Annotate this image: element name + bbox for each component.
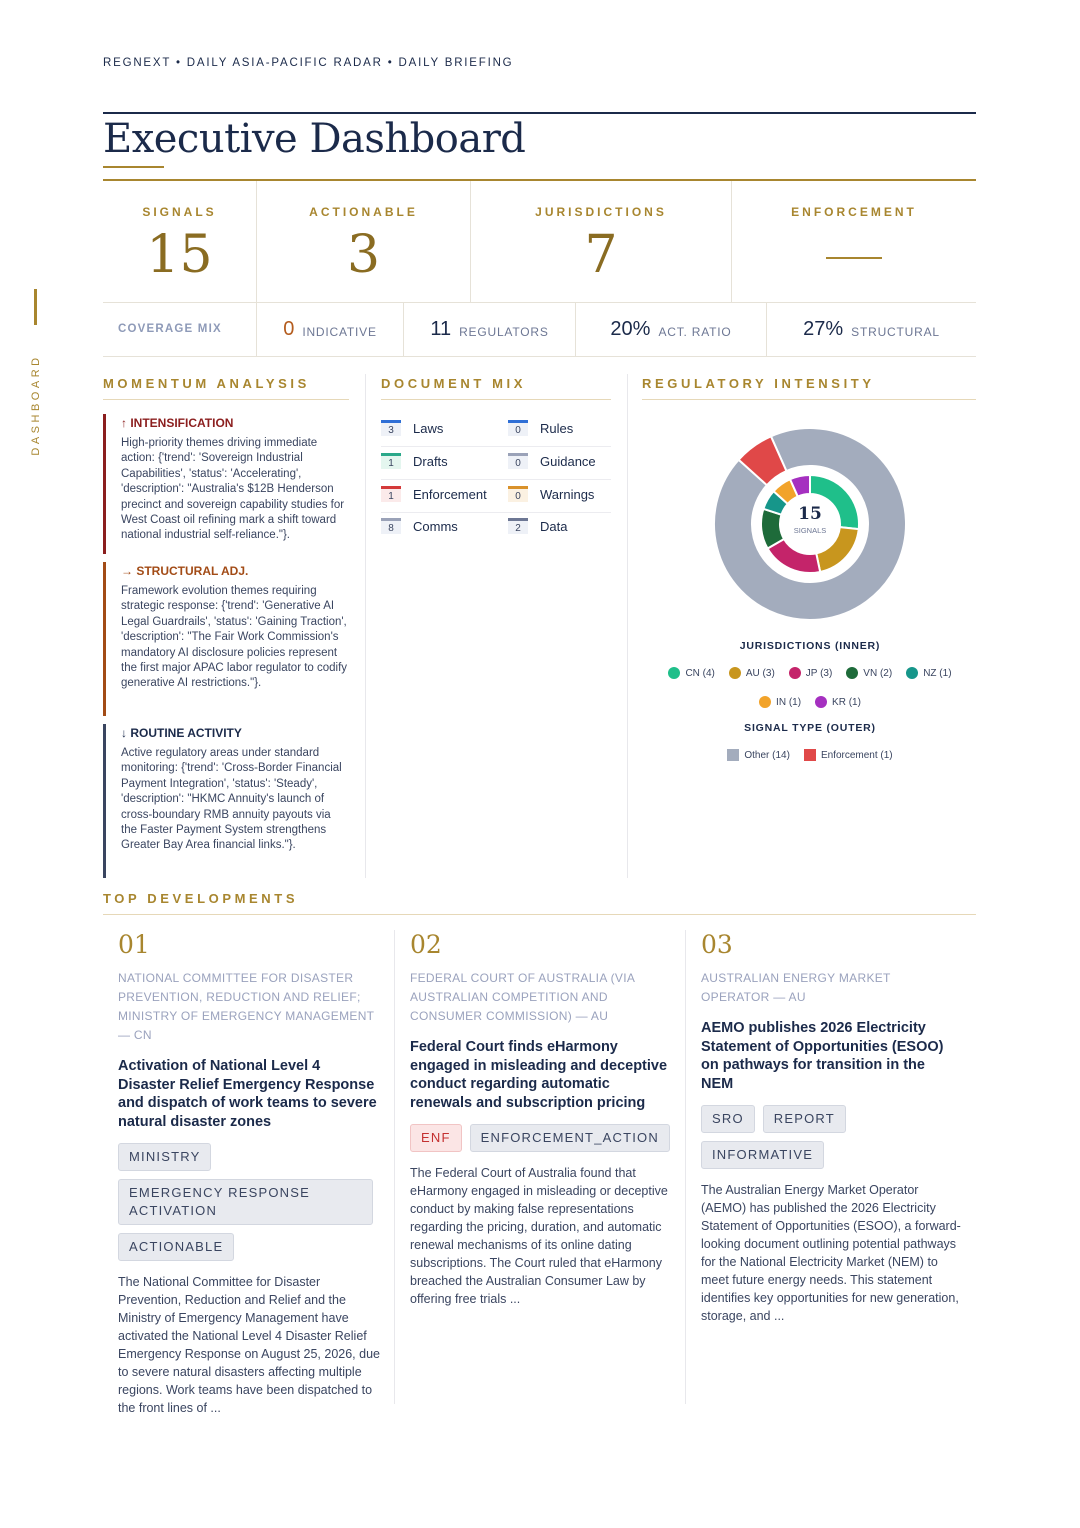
doc-label: Warnings <box>540 486 595 502</box>
legend-label: VN (2) <box>863 667 893 679</box>
doc-label: Laws <box>413 420 444 436</box>
intensity-donut-chart <box>700 414 920 634</box>
momentum-text: Framework evolution themes requiring strategic response: {'trend': 'Generative AI Legal Guardrails', 'status': 'Gaining Traction', 'description': "The Fair Work Commission's mandatory AI disclosure policies represent the first major APAC labor regulator to codify generative AI restrictions."}. <box>121 585 348 690</box>
legend-label: IN (1) <box>776 696 802 708</box>
development-source: AUSTRALIAN ENERGY MARKET OPERATOR — AU <box>701 971 891 1004</box>
coverage-label-cell <box>103 303 257 356</box>
legend-vn <box>846 667 892 679</box>
donut-segment-other <box>700 414 920 634</box>
legend-jp <box>789 667 833 679</box>
doc-count-badge: 8 <box>381 518 401 534</box>
coverage-regulators <box>404 303 576 356</box>
kpi-empty-dash <box>826 257 882 259</box>
coverage-label: COVERAGE MIX <box>118 323 222 335</box>
coverage-value: 0 <box>283 318 295 340</box>
doc-mix-data <box>508 518 567 534</box>
legend-label: Enforcement (1) <box>820 749 893 761</box>
coverage-text: STRUCTURAL <box>851 325 940 339</box>
donut-svg <box>700 414 920 634</box>
development-summary: The Federal Court of Australia found that eHarmony engaged in misleading or deceptive conduct by making false representations regarding the pricing, duration, and automatic renewal mechanisms of its online dating subscriptions. The Court ruled that eHarmony breached the Australian Consumer Law by offering free trials ... <box>410 1166 668 1306</box>
tag: INFORMATIVE <box>701 1141 824 1169</box>
legend-swatch <box>846 667 858 679</box>
doc-mix-row <box>381 414 611 447</box>
development-source: NATIONAL COMMITTEE FOR DISASTER PREVENTION, REDUCTION AND RELIEF; MINISTRY OF EMERGENCY MANAGEMENT — CN <box>118 971 375 1042</box>
coverage-act-ratio <box>576 303 767 356</box>
tag: EMERGENCY RESPONSE ACTIVATION <box>118 1179 373 1225</box>
momentum-title: ↓ ROUTINE ACTIVITY <box>121 726 242 740</box>
tag-list <box>410 1124 672 1152</box>
doc-label: Drafts <box>413 453 448 469</box>
legend-label: Other (14) <box>744 749 790 761</box>
legend-kr <box>815 696 861 708</box>
doc-count-badge: 2 <box>508 518 528 534</box>
inner-legend-row <box>642 696 978 708</box>
legend-swatch <box>668 667 680 679</box>
development-card <box>410 930 672 1308</box>
legend-label: KR (1) <box>832 696 861 708</box>
legend-enforcement <box>804 749 893 761</box>
tag: ENFORCEMENT_ACTION <box>470 1124 670 1152</box>
doc-count-badge: 3 <box>381 420 401 436</box>
development-number: 02 <box>410 930 442 959</box>
inner-legend-row <box>642 667 978 679</box>
legend-swatch <box>815 696 827 708</box>
doc-count-badge: 0 <box>508 453 528 469</box>
coverage-value: 27% <box>803 318 844 340</box>
legend-in <box>759 696 801 708</box>
tag: SRO <box>701 1105 755 1133</box>
legend-swatch <box>729 667 741 679</box>
tag: REPORT <box>763 1105 846 1133</box>
title-rule <box>103 112 976 114</box>
development-card <box>118 930 380 1417</box>
donut-center-label: SIGNALS <box>793 526 827 535</box>
tag-list <box>118 1143 380 1261</box>
coverage-text: REGULATORS <box>459 325 549 339</box>
coverage-value: 20% <box>610 318 651 340</box>
legend-swatch <box>906 667 918 679</box>
doc-label: Guidance <box>540 453 596 469</box>
doc-mix-row <box>381 447 611 480</box>
tag: MINISTRY <box>118 1143 211 1171</box>
kpi-value: 7 <box>584 225 618 285</box>
kpi-actionable <box>257 181 471 302</box>
donut-center-value: 15 <box>798 504 822 524</box>
development-title[interactable]: Federal Court finds eHarmony engaged in misleading and deceptive conduct regarding automatic renewals and subscription pricing <box>410 1039 668 1111</box>
outer-legend-row <box>642 749 978 761</box>
momentum-routine <box>103 724 349 878</box>
legend-nz <box>906 667 951 679</box>
title-underline <box>103 166 164 168</box>
doc-label: Comms <box>413 518 458 534</box>
coverage-text: ACT. RATIO <box>658 325 732 339</box>
doc-count-badge: 1 <box>381 486 401 502</box>
document-mix-heading: DOCUMENT MIX <box>381 376 611 400</box>
doc-mix-rules <box>508 420 573 436</box>
kpi-label: SIGNALS <box>142 205 217 219</box>
doc-count-badge: 1 <box>381 453 401 469</box>
breadcrumb: REGNEXT • DAILY ASIA-PACIFIC RADAR • DAILY BRIEFING <box>103 57 514 69</box>
doc-mix-laws <box>381 420 443 436</box>
coverage-row <box>103 303 976 357</box>
coverage-indicative <box>257 303 404 356</box>
doc-count-badge: 0 <box>508 486 528 502</box>
development-number: 03 <box>701 930 733 959</box>
development-number: 01 <box>118 930 150 959</box>
doc-mix-warnings <box>508 486 594 502</box>
development-summary: The Australian Energy Market Operator (AEMO) has published the 2026 Electricity Statement of Opportunities (ESOO), a forward-looking document outlining potential pathways for the National Electricity Market (NEM) to meet future energy needs. This statement identifies key opportunities for new generation, storage, and ... <box>701 1183 961 1323</box>
coverage-text: INDICATIVE <box>302 325 377 339</box>
legend-swatch <box>727 749 739 761</box>
coverage-structural <box>767 303 976 356</box>
doc-mix-row <box>381 480 611 513</box>
development-title[interactable]: Activation of National Level 4 Disaster Relief Emergency Response and dispatch of work teams to severe natural disaster zones <box>118 1058 377 1130</box>
development-title[interactable]: AEMO publishes 2026 Electricity Statement of Opportunities (ESOO) on pathways for transition in the NEM <box>701 1020 944 1092</box>
doc-label: Data <box>540 518 568 534</box>
legend-other <box>727 749 790 761</box>
doc-mix-enforcement <box>381 486 487 502</box>
kpi-label: ACTIONABLE <box>309 205 418 219</box>
legend-swatch <box>804 749 816 761</box>
legend-label: JP (3) <box>805 667 833 679</box>
side-accent-bar <box>34 289 37 325</box>
doc-mix-row <box>381 512 611 545</box>
regulatory-intensity-heading: REGULATORY INTENSITY <box>642 376 976 400</box>
kpi-enforcement <box>732 181 976 302</box>
development-source: FEDERAL COURT OF AUSTRALIA (VIA AUSTRALIAN COMPETITION AND CONSUMER COMMISSION) — AU <box>410 971 635 1023</box>
legend-au <box>729 667 775 679</box>
legend-label: AU (3) <box>745 667 775 679</box>
kpi-label: JURISDICTIONS <box>535 205 667 219</box>
doc-mix-guidance <box>508 453 596 469</box>
tag: ACTIONABLE <box>118 1233 234 1261</box>
momentum-title: ↑ INTENSIFICATION <box>121 416 234 430</box>
legend-cn <box>668 667 714 679</box>
kpi-value: 15 <box>146 225 213 285</box>
momentum-structural <box>103 562 349 716</box>
legend-swatch <box>759 696 771 708</box>
momentum-intensification <box>103 414 349 554</box>
legend-swatch <box>789 667 801 679</box>
page-title: Executive Dashboard <box>103 116 526 162</box>
side-section-label: DASHBOARD <box>30 354 42 456</box>
column-divider <box>685 930 686 1404</box>
tag-enforcement: ENF <box>410 1124 462 1152</box>
column-divider <box>365 374 366 878</box>
doc-mix-comms <box>381 518 458 534</box>
doc-count-badge: 0 <box>508 420 528 436</box>
doc-label: Enforcement <box>413 486 487 502</box>
doc-mix-drafts <box>381 453 448 469</box>
legend-label: CN (4) <box>685 667 715 679</box>
kpi-label: ENFORCEMENT <box>791 205 917 219</box>
outer-ring <box>700 414 920 634</box>
momentum-text: Active regulatory areas under standard monitoring: {'trend': 'Cross-Border Financial Payment Integration', 'status': 'Steady', 'description': "HKMC Annuity's launch of cross-boundary RMB annuity payouts via the Faster Payment System strengthens Greater Bay Area financial links."}. <box>121 747 342 852</box>
doc-label: Rules <box>540 420 574 436</box>
kpi-row <box>103 181 976 303</box>
inner-ring <box>761 475 859 573</box>
development-summary: The National Committee for Disaster Prevention, Reduction and Relief and the Ministry of Emergency Management have activated the National Level 4 Disaster Relief Emergency Response on August 25, 2026, due to severe natural disasters affecting multiple regions. Work teams have been dispatched to the front lines of ... <box>118 1275 380 1415</box>
inner-legend-title: JURISDICTIONS (INNER) <box>739 640 881 652</box>
kpi-jurisdictions <box>471 181 732 302</box>
column-divider <box>627 374 628 878</box>
development-card <box>701 930 961 1325</box>
outer-legend-title: SIGNAL TYPE (OUTER) <box>744 722 876 734</box>
coverage-value: 11 <box>430 318 452 340</box>
kpi-value: 3 <box>346 225 381 285</box>
momentum-heading: MOMENTUM ANALYSIS <box>103 376 349 400</box>
top-developments-heading: TOP DEVELOPMENTS <box>103 891 976 915</box>
kpi-signals <box>103 181 257 302</box>
tag-list <box>701 1105 961 1169</box>
momentum-title: → STRUCTURAL ADJ. <box>121 564 249 578</box>
legend-label: NZ (1) <box>923 667 952 679</box>
column-divider <box>394 930 395 1404</box>
momentum-text: High-priority themes driving immediate action: {'trend': 'Sovereign Industrial Capabilities', 'status': 'Accelerating', 'description': "Australia's $12B Henderson precinct and sovereign capability studies for West Coast oil refining mark a shift toward national industrial self-reliance."}. <box>121 437 345 542</box>
